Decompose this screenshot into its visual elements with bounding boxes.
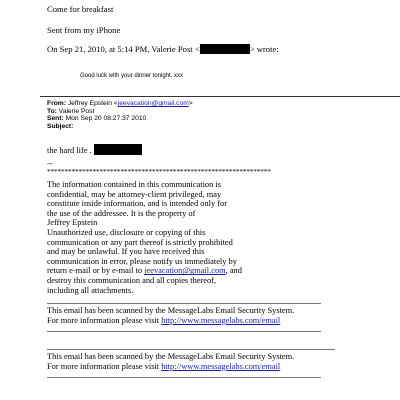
from-end: > [188, 100, 193, 107]
footer2-top-rule [47, 349, 335, 350]
footer1-messagelabs-link[interactable]: http://www.messagelabs.com/email [161, 316, 281, 325]
confidentiality-disclaimer [47, 180, 242, 295]
footer1-more-prefix: For more information please visit [47, 316, 162, 325]
disclaimer-line: and may be unlawful. If you have received this [47, 247, 205, 257]
from-name: Jeffrey Epstein < [67, 100, 118, 107]
email-suffix: , and [225, 266, 242, 276]
email-prefix: return e-mail or by e-mail to [47, 266, 145, 276]
footer1-top-rule [47, 303, 321, 304]
disclaimer-email-link[interactable]: jeevacation@gmail.com [144, 266, 226, 276]
footer2-more-info [47, 362, 280, 372]
disclaimer-line: communication in error, please notify us immediately by [47, 256, 237, 266]
header-separator [40, 96, 400, 97]
redacted-email [200, 44, 250, 54]
signature-dashes: -- [47, 159, 53, 168]
footer2-messagelabs-link[interactable]: http://www.messagelabs.com/email [161, 362, 281, 371]
attribution-suffix: > wrote: [249, 44, 279, 54]
disclaimer-line: constitute inside information, and is intended only for [47, 199, 228, 209]
disclaimer-line: confidential, may be attorney-client privileged, may [47, 189, 222, 199]
sent-label: Sent: [47, 115, 64, 123]
subject-label: Subject: [47, 123, 74, 131]
sent-from-iphone: Sent from my iPhone [47, 25, 121, 35]
disclaimer-line: the use of the addressee. It is the property of [47, 208, 196, 218]
reply-attribution [47, 44, 279, 55]
redacted-name [94, 144, 142, 155]
to-label: To: [47, 107, 57, 115]
footer2-bottom-rule [47, 377, 321, 378]
disclaimer-line: including all attachments. [47, 285, 134, 295]
disclaimer-line-email [47, 266, 242, 276]
footer1-more-info [47, 316, 280, 326]
to-value: Valerie Post [58, 107, 95, 115]
header-sent [47, 115, 146, 123]
attribution-prefix: On Sep 21, 2010, at 5:14 PM, Valerie Post < [47, 44, 200, 54]
footer1-scanned: This email has been scanned by the MessageLabs Email Security System. [47, 306, 295, 315]
header-from [47, 100, 193, 108]
disclaimer-line: Jeffrey Epstein [47, 218, 98, 228]
quoted-message: Good luck with your dinner tonight. xxx [80, 73, 184, 79]
asterisk-separator: **************************************************************** [47, 167, 271, 176]
header-to [47, 108, 94, 116]
disclaimer-line: Unauthorized use, disclosure or copying of this [47, 227, 206, 237]
from-label: From: [47, 100, 66, 107]
disclaimer-line: destroy this communication and all copies thereof, [47, 275, 217, 285]
disclaimer-line: The information contained in this communication is [47, 180, 221, 189]
footer1-bottom-rule [47, 331, 321, 332]
body-text [47, 144, 142, 156]
footer2-scanned: This email has been scanned by the MessageLabs Email Security System. [47, 352, 295, 361]
body-message: the hard life . [47, 146, 92, 155]
disclaimer-line: communication or any part thereof is strictly prohibited [47, 237, 233, 247]
sent-value: Mon Sep 20 08:27:37 2010 [65, 115, 147, 123]
from-email-link[interactable]: jeevacation@gmail.com [117, 100, 189, 107]
reply-line-breakfast: Come for breakfast [47, 4, 114, 14]
footer2-more-prefix: For more information please visit [47, 362, 162, 371]
